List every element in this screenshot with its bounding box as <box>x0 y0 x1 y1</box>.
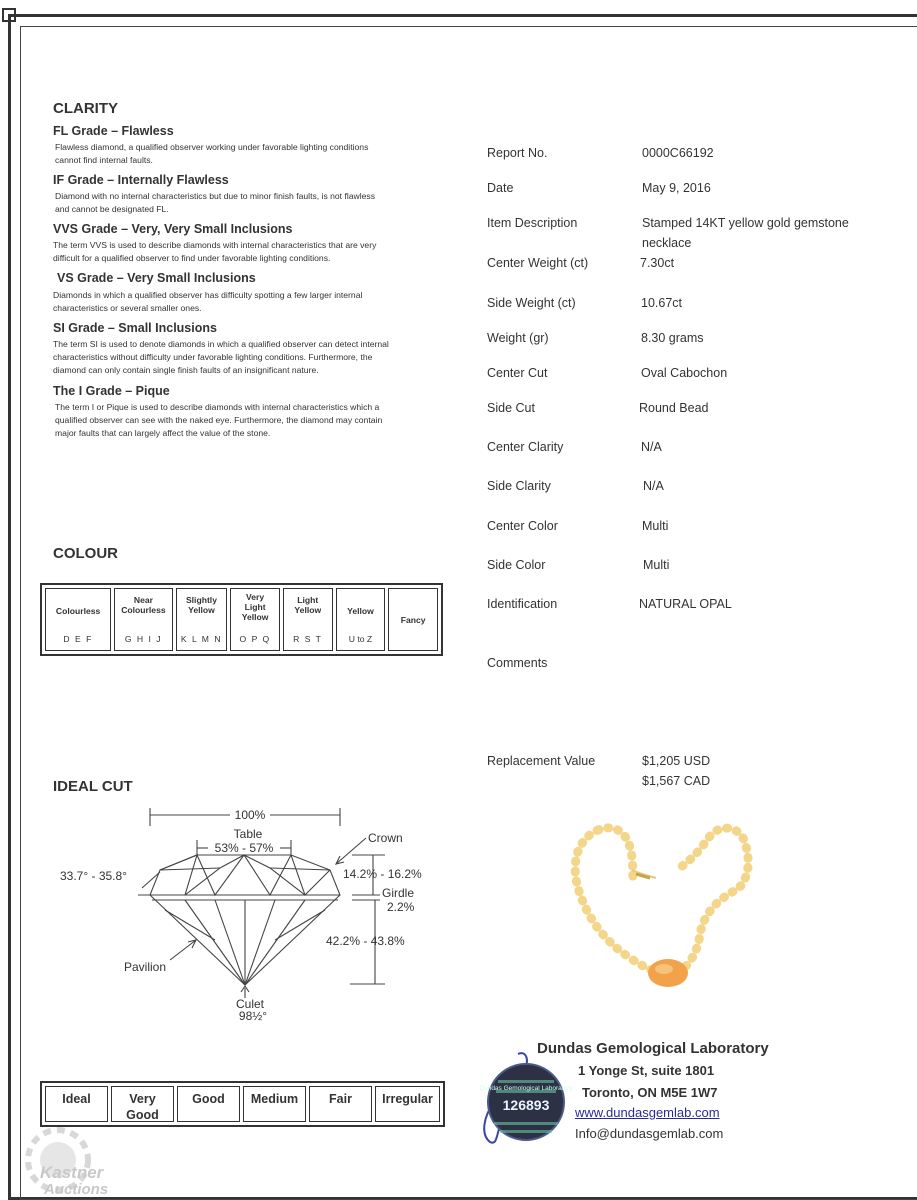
diagram-girdle-label: Girdle <box>382 886 415 900</box>
grade-si-text: The term SI is used to denote diamonds in which a qualified observer can detect internal characteristics without difficulty under favorable lighting conditions. Furthermore, the diamond can only contain single finish faults of an insignificant nature. <box>53 339 389 375</box>
ideal-cut-diagram <box>40 800 450 1030</box>
cut-grade-irregular: Irregular <box>375 1086 440 1122</box>
diagram-crown-height: 14.2% - 16.2% <box>343 867 422 881</box>
lab-address-line1: 1 Yonge St, suite 1801 <box>578 1063 715 1078</box>
report-no-value: 0000C66192 <box>642 146 714 160</box>
replacement-cad: $1,567 CAD <box>642 774 711 788</box>
grade-fl-title: FL Grade – Flawless <box>53 124 174 138</box>
center-weight-value: 7.30ct <box>640 256 675 270</box>
watermark-line1: Kastner <box>40 1163 104 1182</box>
border-corner <box>2 8 16 22</box>
cut-grade-fair: Fair <box>309 1086 372 1122</box>
side-clarity-value: N/A <box>643 479 664 493</box>
lab-seal-icon <box>472 1046 576 1150</box>
identification-label: Identification <box>487 597 558 611</box>
lab-website-link[interactable]: www.dundasgemlab.com <box>575 1105 720 1120</box>
grade-if-title: IF Grade – Internally Flawless <box>53 173 229 187</box>
weight-gr-value: 8.30 grams <box>641 331 704 345</box>
side-color-value: Multi <box>643 558 670 572</box>
diagram-pavilion-label: Pavilion <box>124 960 167 974</box>
diagram-culet-value: 98½° <box>238 1009 268 1023</box>
side-color-label: Side Color <box>487 558 546 572</box>
date-value: May 9, 2016 <box>642 181 711 195</box>
colour-cell-fancy: Fancy <box>388 588 438 651</box>
item-description-value: Stamped 14KT yellow gold gemstone necklace <box>642 216 849 250</box>
kastner-auctions-watermark <box>14 1120 144 1198</box>
diagram-crown-angle: 33.7° - 35.8° <box>60 869 127 883</box>
diagram-table-label: Table <box>233 827 263 841</box>
lab-email: Info@dundasgemlab.com <box>575 1126 724 1141</box>
colour-cell-slightly-yellow: Slightly Yellow K L M N <box>176 588 228 651</box>
watermark-line2: Auctions <box>44 1181 109 1198</box>
side-clarity-label: Side Clarity <box>487 479 551 493</box>
center-clarity-label: Center Clarity <box>487 440 564 454</box>
clarity-title: CLARITY <box>53 100 118 117</box>
date-label: Date <box>487 181 514 195</box>
seal-number: 126893 <box>502 1097 550 1113</box>
cut-grade-ideal: Ideal <box>45 1086 108 1122</box>
item-description-label: Item Description <box>487 216 578 230</box>
center-weight-label: Center Weight (ct) <box>487 256 589 270</box>
weight-gr-label: Weight (gr) <box>487 331 549 345</box>
diagram-girdle-value: 2.2% <box>387 900 415 914</box>
diagram-table-range: 53% - 57% <box>214 841 274 855</box>
grade-if-text: Diamond with no internal characteristics but due to minor finish faults, is not flawless and cannot be designated FL. <box>55 191 376 214</box>
colour-title: COLOUR <box>53 545 118 562</box>
diagram-total-label: 100% <box>234 808 266 822</box>
center-clarity-value: N/A <box>641 440 662 454</box>
cut-grade-medium: Medium <box>243 1086 306 1122</box>
grade-vvs-text: The term VVS is used to describe diamonds with internal characteristics that are very difficult for a qualified observer to find under favorable lighting conditions. <box>53 240 377 263</box>
center-cut-value: Oval Cabochon <box>641 366 728 380</box>
colour-cell-very-light-yellow: Very Light Yellow O P Q <box>230 588 280 651</box>
diagram-culet-label: Culet <box>235 997 265 1011</box>
lab-address-line2: Toronto, ON M5E 1W7 <box>582 1085 718 1100</box>
cut-grade-good: Good <box>177 1086 240 1122</box>
grade-vvs-title: VVS Grade – Very, Very Small Inclusions <box>53 222 293 236</box>
diagram-crown-label: Crown <box>368 831 403 845</box>
side-weight-value: 10.67ct <box>641 296 683 310</box>
diagram-pavilion-depth: 42.2% - 43.8% <box>326 934 405 948</box>
necklace-photo <box>560 818 760 1006</box>
side-cut-value: Round Bead <box>639 401 709 415</box>
center-color-label: Center Color <box>487 519 558 533</box>
cut-grade-very-good: Very Good <box>111 1086 174 1122</box>
colour-cell-near-colourless: Near Colourless G H I J <box>114 588 172 651</box>
grade-vs-text: Diamonds in which a qualified observer has difficulty spotting a few larger internal characteristics or several smaller ones. <box>53 290 363 313</box>
colour-scale-table <box>40 583 443 656</box>
side-weight-label: Side Weight (ct) <box>487 296 576 310</box>
center-color-value: Multi <box>642 519 669 533</box>
seal-top-text: Dundas Gemological Laboratory <box>479 1085 573 1092</box>
side-cut-label: Side Cut <box>487 401 535 415</box>
ideal-cut-title: IDEAL CUT <box>53 778 133 795</box>
colour-cell-yellow: Yellow U to Z <box>336 588 386 651</box>
lab-name: Dundas Gemological Laboratory <box>537 1040 769 1057</box>
center-cut-label: Center Cut <box>487 366 548 380</box>
comments-label: Comments <box>487 656 548 670</box>
colour-cell-colourless: Colourless D E F <box>45 588 111 651</box>
identification-value: NATURAL OPAL <box>639 597 732 611</box>
replacement-usd: $1,205 USD <box>642 754 711 768</box>
colour-cell-light-yellow: Light Yellow R S T <box>283 588 333 651</box>
grade-i-text: The term I or Pique is used to describe diamonds with internal characteristics which a qualified observer can see with the naked eye. Furthermore, the diamond may contain major faults that can largely affect the value of the stone. <box>55 402 383 438</box>
report-no-label: Report No. <box>487 146 548 160</box>
replacement-value-label: Replacement Value <box>487 754 596 768</box>
grade-si-title: SI Grade – Small Inclusions <box>53 321 217 335</box>
grade-i-title: The I Grade – Pique <box>53 384 170 398</box>
grade-fl-text: Flawless diamond, a qualified observer working under favorable lighting conditions cannot find internal faults. <box>55 142 369 165</box>
grade-vs-title: VS Grade – Very Small Inclusions <box>57 271 256 285</box>
